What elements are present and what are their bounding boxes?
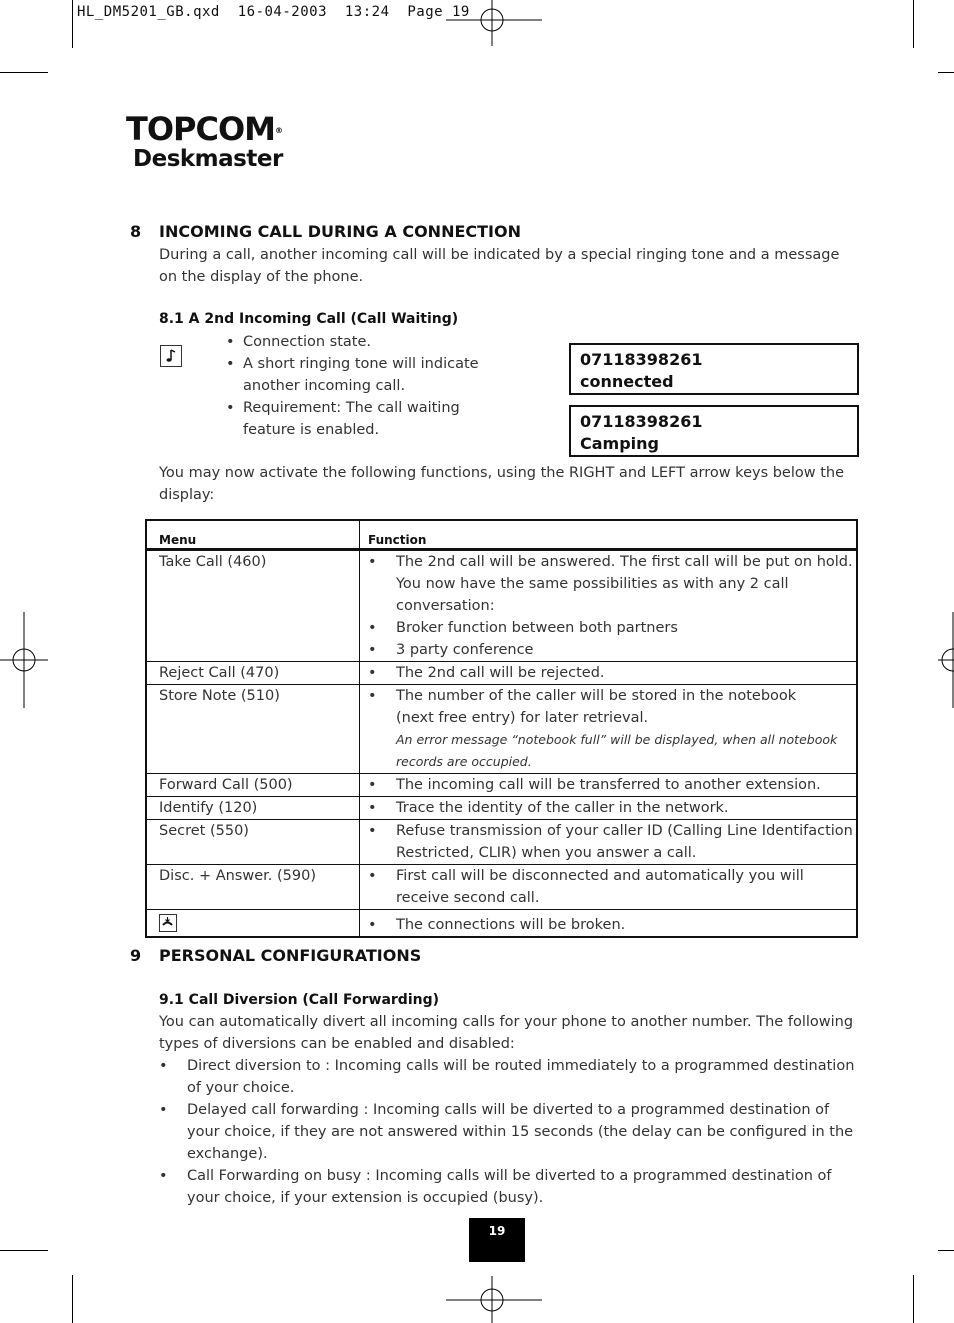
- list-item: • Requirement: The call waiting feature is enabled.: [226, 400, 460, 438]
- display-line-1: 07118398261: [580, 350, 703, 369]
- print-header: HL_DM5201_GB.qxd 16-04-2003 13:24 Page 19: [77, 4, 470, 20]
- registration-mark-right: [934, 612, 954, 708]
- list-item: • Direct diversion to : Incoming calls will be routed immediately to a programmed destination of your choice.: [159, 1058, 855, 1096]
- hang-up-icon: [159, 914, 177, 932]
- function-item: • Refuse transmission of your caller ID (Calling Line Identifaction Restricted, CLIR) when you answer a call.: [368, 822, 853, 861]
- section-9-intro: You can automatically divert all incoming calls for your phone to another number. The following types of diversions can be enabled and disabled:: [159, 1014, 854, 1052]
- table-row: [146, 819, 857, 864]
- crop-mark: [938, 1250, 954, 1251]
- menu-cell: Forward Call (500): [146, 773, 360, 796]
- list-item: • Delayed call forwarding : Incoming calls will be diverted to a programmed destination of your choice, if they are not answered within 15 seconds (the delay can be configured in the exchange).: [159, 1102, 854, 1162]
- function-item-continuation: (next free entry) for later retrieval.: [396, 709, 649, 726]
- display-line-2: Camping: [580, 434, 659, 453]
- registration-mark-bottom: [446, 1276, 542, 1323]
- function-cell: [360, 796, 858, 819]
- registered-mark: ®: [275, 126, 283, 135]
- crop-mark: [913, 1275, 914, 1323]
- list-item: • Connection state.: [226, 334, 371, 350]
- menu-cell: Reject Call (470): [146, 661, 360, 684]
- header-menu: Menu: [146, 520, 360, 549]
- function-item-continuation: You now have the same possibilities as with any 2 call conversation:: [396, 575, 789, 614]
- function-cell: [360, 819, 858, 864]
- menu-cell: Disc. + Answer. (590): [146, 864, 360, 909]
- function-table: [145, 519, 858, 938]
- logo-text: TOPCOM: [126, 110, 276, 148]
- table-row: [146, 864, 857, 909]
- menu-cell: Store Note (510): [146, 684, 360, 773]
- function-cell: [360, 684, 858, 773]
- crop-mark: [0, 1250, 48, 1251]
- menu-cell: [146, 909, 360, 937]
- function-item: • First call will be disconnected and automatically you will receive second call.: [368, 867, 804, 906]
- diversion-list: [159, 1055, 859, 1209]
- table-header-row: [146, 520, 857, 549]
- subsection-9-1-title: 9.1 Call Diversion (Call Forwarding): [159, 992, 440, 1008]
- phone-display-camping: [569, 405, 859, 457]
- table-row: [146, 773, 857, 796]
- phone-display-connected: [569, 343, 859, 395]
- function-item: • The 2nd call will be answered. The first call will be put on hold.: [368, 553, 853, 570]
- product-name: Deskmaster: [133, 146, 283, 172]
- function-item: • Trace the identity of the caller in the network.: [368, 799, 729, 816]
- crop-mark: [72, 1275, 73, 1323]
- table-row: [146, 684, 857, 773]
- menu-cell: Secret (550): [146, 819, 360, 864]
- function-cell: [360, 909, 858, 937]
- section-9-title: PERSONAL CONFIGURATIONS: [159, 946, 422, 965]
- crop-mark: [938, 72, 954, 73]
- table-row: [146, 796, 857, 819]
- function-cell: [360, 773, 858, 796]
- section-8-intro: During a call, another incoming call will be indicated by a special ringing tone and a message on the display of the phone.: [159, 247, 840, 285]
- function-item: • The 2nd call will be rejected.: [368, 664, 605, 681]
- menu-cell: Take Call (460): [146, 549, 360, 661]
- arrow-keys-instruction: You may now activate the following functions, using the RIGHT and LEFT arrow keys below the display:: [159, 465, 845, 503]
- display-line-2: connected: [580, 372, 674, 391]
- subsection-8-1-title: 8.1 A 2nd Incoming Call (Call Waiting): [159, 311, 459, 327]
- section-8-number: 8: [130, 222, 142, 241]
- list-item: • A short ringing tone will indicate another incoming call.: [226, 356, 479, 394]
- header-function: Function: [360, 520, 858, 549]
- crop-mark: [913, 0, 914, 48]
- table-row: [146, 909, 857, 937]
- display-line-1: 07118398261: [580, 412, 703, 431]
- section-8-title: INCOMING CALL DURING A CONNECTION: [159, 222, 521, 241]
- registration-mark-left: [0, 612, 50, 708]
- page-number: 19: [469, 1218, 525, 1262]
- list-item: • Call Forwarding on busy : Incoming calls will be diverted to a programmed destination of your choice, if your extension is occupied (busy).: [159, 1168, 832, 1206]
- crop-mark: [72, 0, 73, 48]
- function-note: An error message “notebook full” will be displayed, when all notebook records are occupied.: [396, 731, 838, 769]
- music-note-icon: [160, 345, 182, 367]
- function-item: • The connections will be broken.: [368, 916, 626, 933]
- function-cell: [360, 864, 858, 909]
- crop-mark: [0, 72, 48, 73]
- function-item: • The incoming call will be transferred to another extension.: [368, 776, 821, 793]
- function-item: • The number of the caller will be stored in the notebook: [368, 687, 797, 704]
- menu-cell: Identify (120): [146, 796, 360, 819]
- table-row: [146, 549, 857, 661]
- function-cell: [360, 549, 858, 661]
- section-9-number: 9: [130, 946, 142, 965]
- function-item: • Broker function between both partners: [368, 619, 678, 636]
- call-waiting-bullets: [226, 331, 506, 441]
- function-cell: [360, 661, 858, 684]
- function-item: • 3 party conference: [368, 641, 534, 658]
- brand-logo: [126, 112, 282, 146]
- table-row: [146, 661, 857, 684]
